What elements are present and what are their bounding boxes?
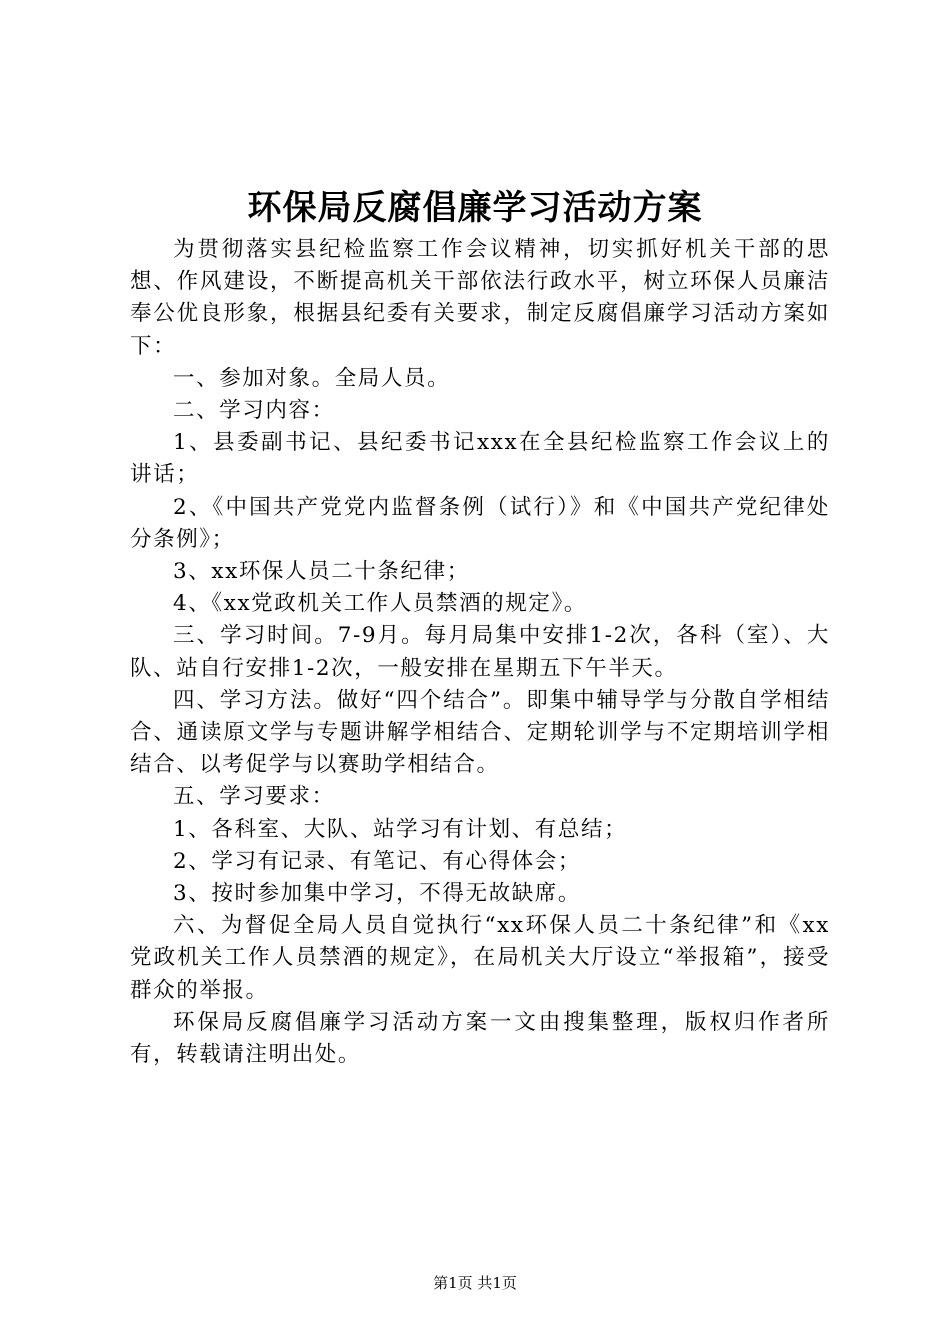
- paragraph-item-2-3: 3、xx环保人员二十条纪律；: [173, 559, 470, 585]
- paragraph-intro: 为贯彻落实县纪检监察工作会议精神，切实抓好机关干部的思想、作风建设，不断提高机关干部依法行政水平，树立环保人员廉洁奉公优良形象，根据县纪委有关要求，制定反腐倡廉学习活动方案如下：: [130, 237, 830, 359]
- paragraph-section-2: 二、学习内容：: [173, 398, 335, 424]
- paragraph-section-1: 一、参加对象。全局人员。: [173, 365, 451, 391]
- paragraph-item-2-1: 1、县委副书记、县纪委书记xxx在全县纪检监察工作会议上的讲话；: [130, 430, 830, 488]
- paragraph-item-5-1: 1、各科室、大队、站学习有计划、有总结；: [173, 816, 628, 842]
- paragraph-item-5-2: 2、学习有记录、有笔记、有心得体会；: [173, 848, 581, 874]
- paragraph-section-5: 五、学习要求：: [173, 784, 335, 810]
- paragraph-section-4: 四、学习方法。做好“四个结合”。即集中辅导学与分散自学相结合、通读原文学与专题讲解学相结合、定期轮训学与不定期培训学相结合、以考促学与以赛助学相结合。: [130, 687, 830, 778]
- document-body: [130, 234, 830, 1071]
- paragraph-item-2-4: 4、《xx党政机关工作人员禁酒的规定》。: [173, 591, 587, 617]
- document-title: 环保局反腐倡廉学习活动方案: [247, 188, 703, 228]
- paragraph-section-6: 六、为督促全局人员自觉执行“xx环保人员二十条纪律”和《xx党政机关工作人员禁酒的规定》，在局机关大厅设立“举报箱”，接受群众的举报。: [130, 913, 830, 1003]
- page-footer: 第1页 共1页: [433, 1274, 517, 1292]
- paragraph-section-3: 三、学习时间。7-9月。每月局集中安排1-2次，各科（室）、大队、站自行安排1-2次，一般安排在星期五下午半天。: [130, 623, 830, 681]
- paragraph-closing-note: 环保局反腐倡廉学习活动方案一文由搜集整理，版权归作者所有，转载请注明出处。: [130, 1009, 830, 1068]
- paragraph-item-5-3: 3、按时参加集中学习，不得无故缺席。: [173, 881, 581, 907]
- paragraph-item-2-2: 2、《中国共产党党内监督条例（试行）》和《中国共产党纪律处分条例》；: [130, 494, 830, 552]
